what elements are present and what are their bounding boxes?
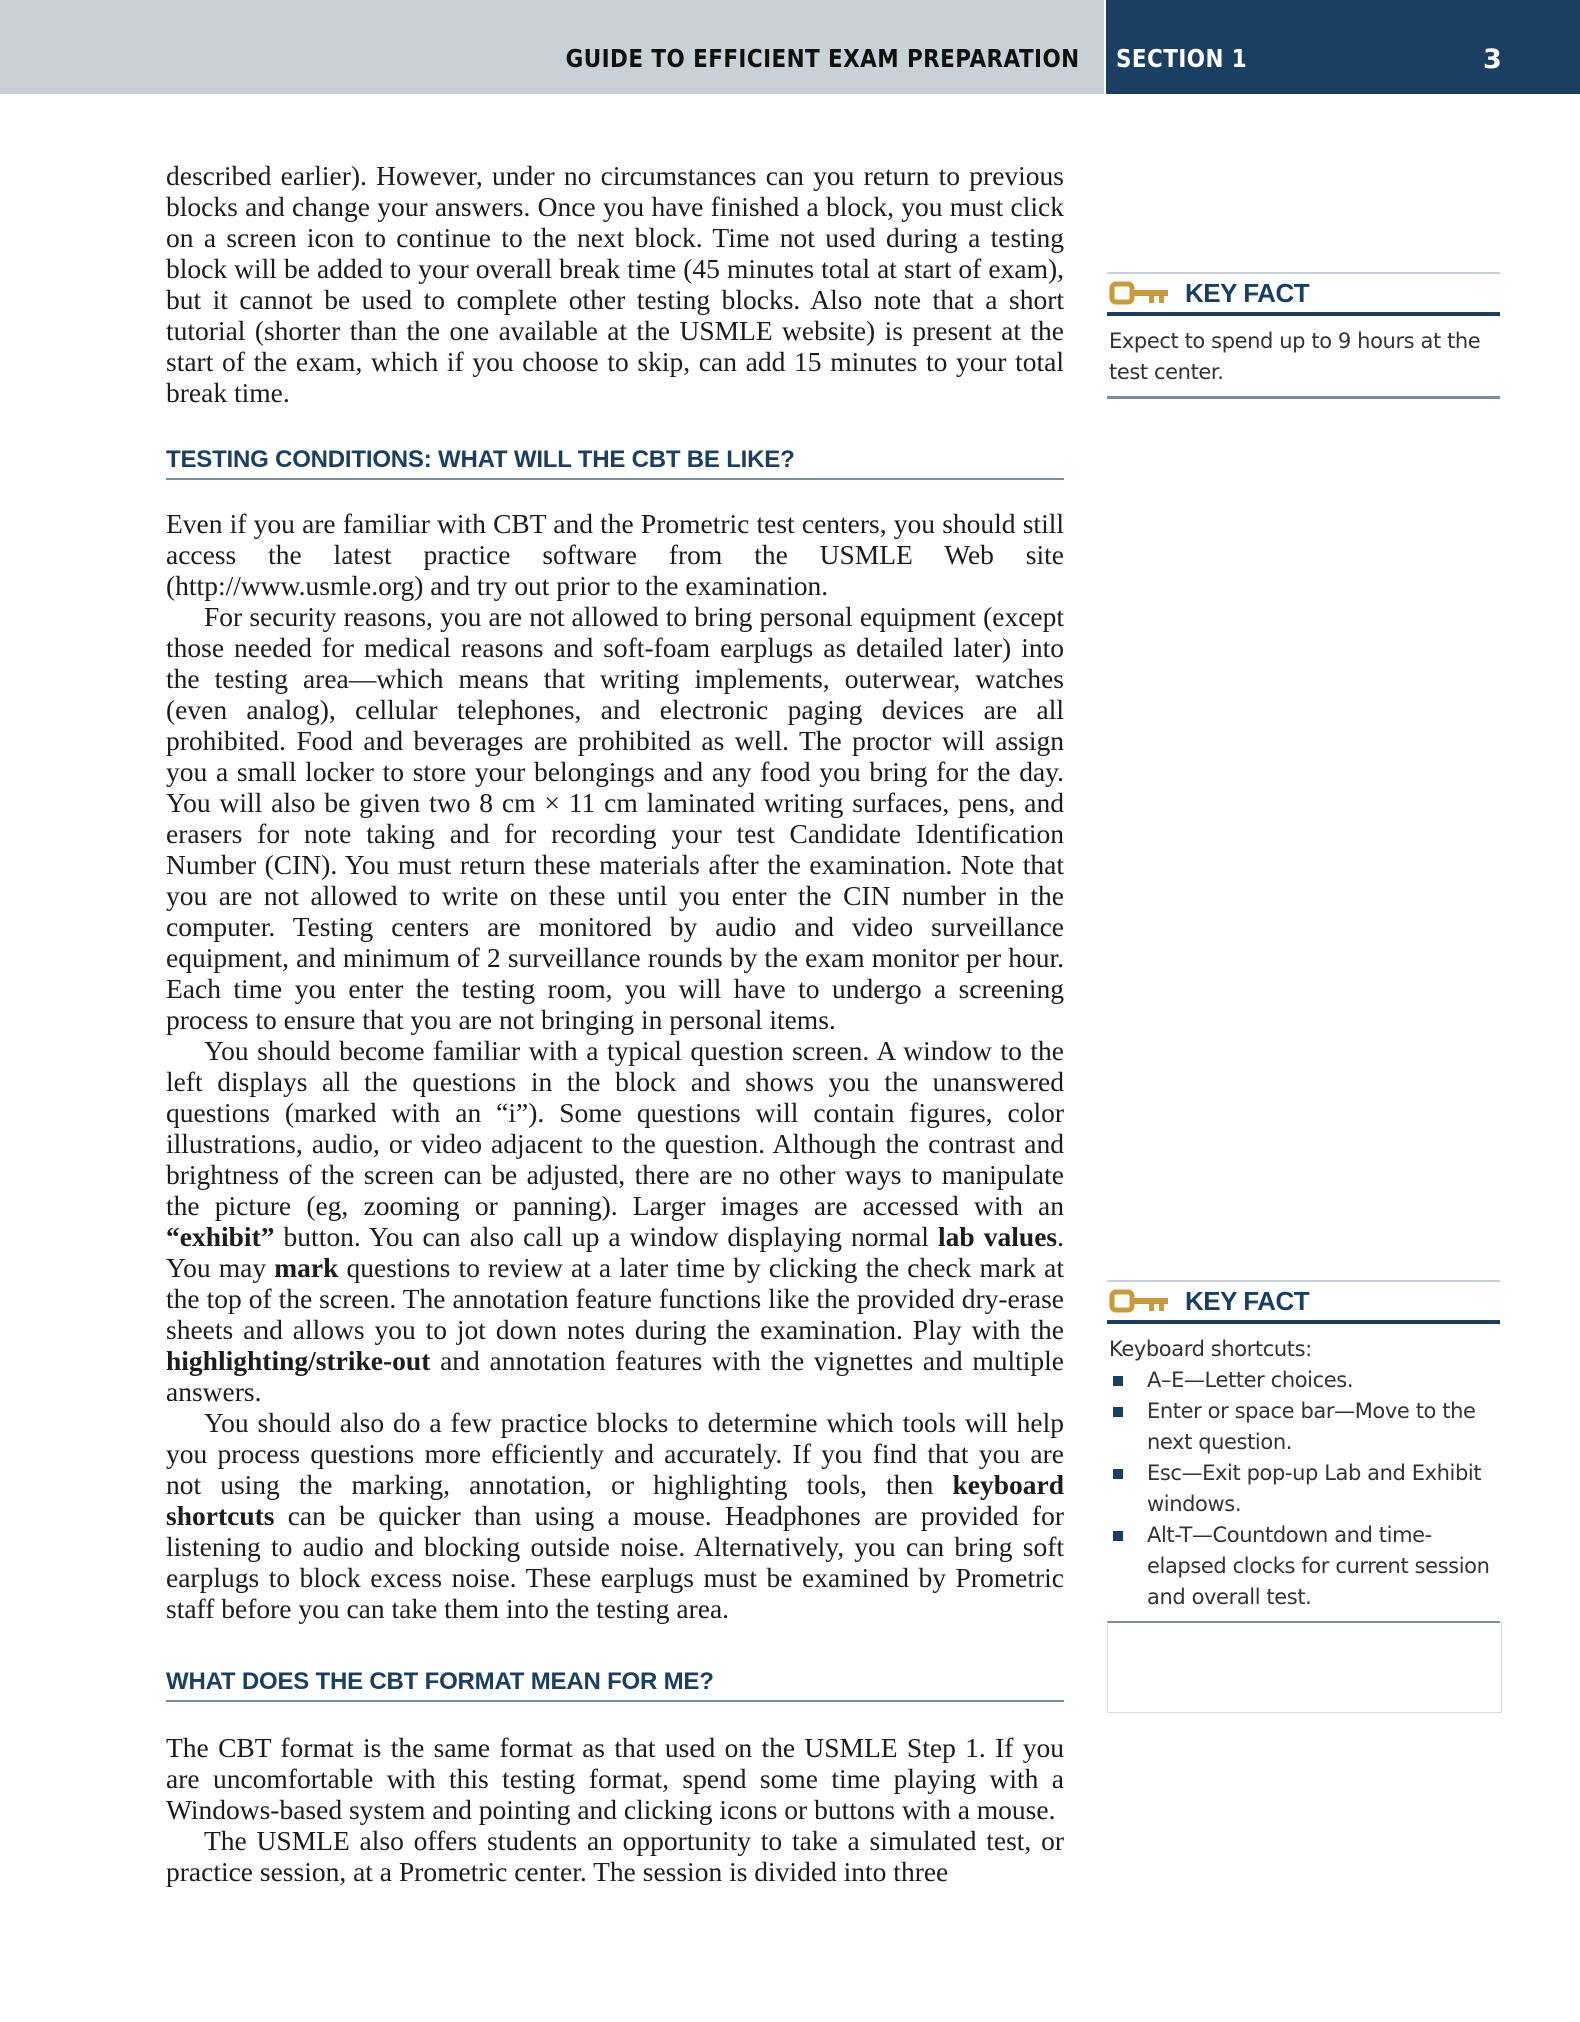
running-title: GUIDE TO EFFICIENT EXAM PREPARATION bbox=[566, 44, 1080, 73]
key-fact-body bbox=[1107, 1324, 1500, 1621]
key-fact-body: Expect to spend up to 9 hours at the test center. bbox=[1109, 329, 1481, 384]
page-number: 3 bbox=[1483, 44, 1502, 75]
paragraph-cbt-format: The CBT format is the same format as that used on the USMLE Step 1. If you are uncomfortable with this testing format, spend some time playing with a Windows-based system and pointing and clicking icons or buttons with a mouse. bbox=[166, 1732, 1064, 1825]
key-fact-box-shortcuts bbox=[1107, 1280, 1500, 1623]
section-heading-testing-conditions: TESTING CONDITIONS: WHAT WILL THE CBT BE LIKE? bbox=[166, 446, 1064, 480]
section-label: SECTION 1 bbox=[1116, 44, 1248, 73]
list-item: Enter or space bar—Move to the next question. bbox=[1109, 1396, 1498, 1458]
bullet-square-icon bbox=[1113, 1407, 1123, 1417]
shortcut-list bbox=[1109, 1365, 1498, 1613]
paragraph-practice-blocks: You should also do a few practice blocks to determine which tools will help you process questions more efficiently and accurately. If you find that you are not using the marking, annotation, or highlighting tools, then keyboard shortcuts can be quicker than using a mouse. Headphones are provided for listening to audio and blocking outside noise. Alternatively, you can bring soft earplugs to block excess noise. These earplugs must be examined by Prometric staff before you can take them into the testing area. bbox=[166, 1407, 1064, 1624]
key-fact-title: KEY FACT bbox=[1185, 1285, 1310, 1316]
key-fact-header bbox=[1107, 272, 1500, 316]
paragraph-practice-software: Even if you are familiar with CBT and the Prometric test centers, you should still access the latest practice software from the USMLE Web site (http://www.usmle.org) and try out prior to the examination. bbox=[166, 508, 1064, 601]
key-icon bbox=[1109, 1289, 1171, 1313]
sidebar-empty-frame bbox=[1107, 1622, 1502, 1713]
bullet-square-icon bbox=[1113, 1469, 1123, 1479]
paragraph-intro: described earlier). However, under no circumstances can you return to previous blocks and change your answers. Once you have finished a block, you must click on a screen icon to continue to the next block. Time not used during a testing block will be added to your overall break time (45 minutes total at start of exam), but it cannot be used to complete other testing blocks. Also note that a short tutorial (shorter than the one available at the USMLE website) is present at the start of the exam, which if you choose to skip, can add 15 minutes to your total break time. bbox=[166, 160, 1064, 408]
key-fact-box-hours bbox=[1107, 272, 1500, 399]
key-icon bbox=[1109, 281, 1171, 305]
key-fact-intro: Keyboard shortcuts: bbox=[1109, 1337, 1312, 1361]
list-item: Esc—Exit pop-up Lab and Exhibit windows. bbox=[1109, 1458, 1498, 1520]
section-heading-cbt-format: WHAT DOES THE CBT FORMAT MEAN FOR ME? bbox=[166, 1668, 1064, 1702]
list-item: Alt-T—Countdown and time-elapsed clocks for current session and overall test. bbox=[1109, 1520, 1498, 1613]
bullet-square-icon bbox=[1113, 1376, 1123, 1386]
paragraph-simulated-test: The USMLE also offers students an opportunity to take a simulated test, or practice session, at a Prometric center. The session is divided into three bbox=[166, 1825, 1064, 1887]
bullet-square-icon bbox=[1113, 1531, 1123, 1541]
paragraph-question-screen: You should become familiar with a typical question screen. A window to the left displays all the questions in the block and shows you the unanswered questions (marked with an “i”). Some questions will contain figures, color illustrations, audio, or video adjacent to the question. Although the contrast and brightness of the screen can be adjusted, there are no other ways to manipulate the picture (eg, zooming or panning). Larger images are accessed with an “exhibit” button. You can also call up a window displaying normal lab values. You may mark questions to review at a later time by clicking the check mark at the top of the screen. The annotation feature functions like the provided dry-erase sheets and allows you to jot down notes during the examination. Play with the highlighting/strike-out and annotation features with the vignettes and multiple answers. bbox=[166, 1035, 1064, 1407]
paragraph-security: For security reasons, you are not allowed to bring personal equipment (except those needed for medical reasons and soft-foam earplugs as detailed later) into the testing area—which means that writing implements, outerwear, watches (even analog), cellular telephones, and electronic paging devices are all prohibited. Food and beverages are prohibited as well. The proctor will assign you a small locker to store your belongings and any food you bring for the day. You will also be given two 8 cm × 11 cm laminated writing surfaces, pens, and erasers for note taking and for recording your test Candidate Identification Number (CIN). You must return these materials after the examination. Note that you are not allowed to write on these until you enter the CIN number in the computer. Testing centers are monitored by audio and video surveillance equipment, and minimum of 2 surveillance rounds by the exam monitor per hour. Each time you enter the testing room, you will have to undergo a screening process to ensure that you are not bringing in personal items. bbox=[166, 601, 1064, 1035]
main-column bbox=[166, 160, 1064, 1887]
key-fact-title: KEY FACT bbox=[1185, 277, 1310, 308]
list-item: A–E—Letter choices. bbox=[1109, 1365, 1498, 1396]
key-fact-header bbox=[1107, 1280, 1500, 1324]
